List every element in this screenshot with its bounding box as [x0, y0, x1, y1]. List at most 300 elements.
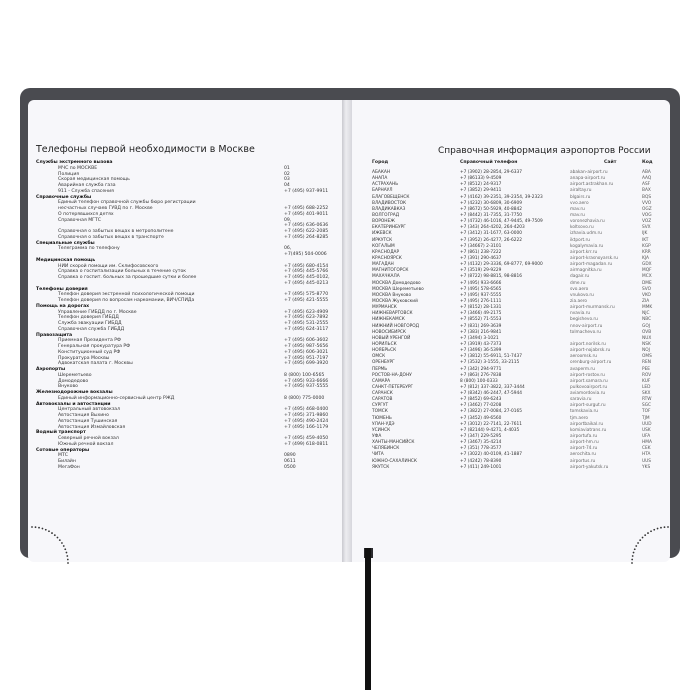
entry-phone: 8 (800) 775-0000 [284, 395, 325, 401]
entry-name: несчастных случаев ГУВД по г. Москве [58, 206, 153, 211]
airport-city: КОГАЛЫМ [372, 243, 395, 249]
airport-phone: +7 (343) 264-4202, 264-4203 [460, 225, 525, 231]
airport-site: aerochita.ru [570, 452, 597, 458]
entry-phone: 0890 [284, 453, 296, 459]
entry-phone: +7 (495) 937-5555 [284, 384, 329, 390]
airport-code: OGZ [642, 206, 652, 212]
arc-dot [64, 548, 66, 550]
airport-phone: +7 (82144) 9-4271, 4-4035 [460, 427, 520, 433]
airport-city: НОВЫЙ УРЕНГОЙ [372, 335, 411, 341]
airport-phone: +7 (8722) 98-8815, 98-8816 [460, 274, 522, 280]
airport-city: САРАНСК [372, 391, 393, 397]
airport-site: airport-rostov.ru [570, 372, 605, 378]
airport-site: airport.krr.ru [570, 249, 598, 255]
airport-phone: +7 (3022) 40-0109, 41-1887 [460, 452, 522, 458]
airport-code: KGP [642, 243, 651, 249]
entry-name: Билайн [58, 459, 76, 464]
airport-phone: +7 (8552) 71-5553 [460, 317, 502, 323]
entry-name: Аварийная служба газа [58, 183, 116, 188]
arc-dot [667, 526, 669, 528]
entry-name: Сотовые операторы [36, 447, 90, 453]
entry-phone: +7 (495) 623-4909 [284, 309, 329, 315]
airport-code: OVB [642, 329, 652, 335]
airport-city: САМАРА [372, 378, 391, 384]
airport-city: ХАНТЫ-МАНСИЙСК [372, 440, 415, 446]
entry-phone: 02 [284, 171, 290, 177]
airport-site: airmagnitka.ru [570, 268, 602, 274]
arc-dot [31, 526, 33, 528]
entry-phone: +7 (495) 575-8770 [284, 292, 329, 298]
entry-name: Телеграмма по телефону [58, 246, 120, 252]
airport-phone: +7 (4732) 46-1016, 47-9445, 49-7509 [460, 219, 543, 225]
entry-phone: +7 (495) 459-4050 [284, 436, 329, 441]
airport-phone: +7 (3952) 26-4277, 26-6222 [460, 237, 522, 243]
entry-phone: +7 (495) 445-0102, [284, 275, 330, 280]
airport-phone: +7 (3466) 49-2175 [460, 311, 502, 317]
airport-city: САНКТ-ПЕТЕРБУРГ [372, 384, 414, 390]
entry-name: Автостанция Выхино [58, 413, 109, 418]
entry-name: Скорая медицинская помощь [58, 177, 130, 183]
airport-city: ОРЕНБУРГ [372, 360, 395, 366]
airport-code: AAQ [642, 176, 652, 182]
airport-phone: +7 (411) 249-1001 [460, 464, 502, 470]
airport-code: VKO [642, 292, 651, 298]
airport-phone: +7 (34667) 2-3101 [460, 243, 502, 249]
arc-dot [664, 526, 666, 528]
entry-phone: 0611 [284, 459, 296, 464]
airport-code: VOZ [642, 219, 652, 225]
airport-city: АНАПА [372, 176, 388, 182]
airport-site: saravia.ru [570, 397, 592, 403]
airport-site: tolmachevo.ru [570, 329, 602, 335]
corner-dot-arc-right [612, 515, 672, 565]
entry-phone: 06, [284, 246, 292, 252]
airport-site: izhavia.udm.ru [570, 231, 603, 237]
entry-name: Внуково [58, 384, 78, 390]
airport-city: КРАСНОДАР [372, 249, 400, 255]
airport-phone: +7 (495) 937-5555 [460, 292, 502, 298]
airport-site: aviamordovia.ru [570, 391, 606, 397]
arc-dot [54, 534, 56, 536]
airport-city: ЧЕЛЯБИНСК [372, 446, 400, 452]
airport-site: zia.aero [570, 298, 588, 304]
airport-code: GOJ [642, 323, 650, 329]
airport-city: ОМСК [372, 354, 386, 360]
entry-phone: +7 (495) 468-0400 [284, 407, 329, 413]
airport-row [372, 465, 660, 471]
airport-city: УФА [372, 434, 382, 440]
entry-name: Справочная о забытых вещах в транспорте [58, 234, 164, 240]
entry-name: Железнодорожные вокзалы [36, 390, 113, 395]
arc-dot [631, 562, 633, 564]
entry-name: МТС [58, 453, 68, 459]
entry-name: Службы экстренного вызова [36, 160, 113, 165]
airport-code: ZIA [642, 298, 650, 304]
entry-phone: +7 (495) 937-9911 [284, 188, 329, 194]
entry-name: Автостанция Тушинская [58, 418, 118, 424]
arc-dot [657, 528, 659, 530]
airport-site: mav.ru [570, 212, 585, 218]
airport-phone: +7 (3412) 31-1677, 63-0000 [460, 231, 522, 237]
entry-name: Полиция [58, 171, 80, 177]
airport-code: MCX [642, 274, 652, 280]
header-code: Код [642, 160, 653, 165]
airport-site: airport.samara.ru [570, 378, 608, 384]
entry-name: Автовокзалы и автостанции [36, 401, 111, 407]
airport-phone: +7 (4132) 29-3336, 69-8777, 69-9000 [460, 262, 543, 268]
airport-city: УСИНСК [372, 427, 391, 433]
arc-dot [57, 537, 59, 539]
entry-name: Автостанция Измайловская [58, 424, 126, 430]
arc-dot [660, 527, 662, 529]
entry-name: 911 - Служба спасения [58, 188, 114, 194]
airport-city: КРАСНОЯРСК [372, 255, 402, 261]
airport-site: airport-murmansk.ru [570, 305, 615, 311]
airport-city: ИЖЕВСК [372, 231, 392, 237]
airport-city: ТОМСК [372, 409, 388, 415]
entry-name: Управление ГИБДД по г. Москве [58, 309, 137, 315]
header-site: Сайт [604, 160, 617, 165]
airport-city: МАГАДАН [372, 262, 394, 268]
arc-dot [42, 528, 44, 530]
airport-city: НИЖНЕКАМСК [372, 317, 405, 323]
arc-dot [38, 527, 40, 529]
airport-phone: +7 (351) 778-3577 [460, 446, 502, 452]
airport-site: tomskavia.ru [570, 409, 599, 415]
entry-phone: +7 (495) 622-2085 [284, 229, 329, 234]
entry-phone: +7 (495) 490-2424 [284, 418, 329, 424]
airport-phone: +7 (8452) 69-6243 [460, 397, 502, 403]
airport-phone: +7 (863) 276-7838 [460, 372, 502, 378]
arc-dot [66, 555, 68, 557]
entry-name: Помощь на дорогах [36, 303, 90, 309]
arc-dot [650, 530, 652, 532]
airport-code: OMS [642, 354, 652, 360]
entry-phone: +7 (495) 933-6666 [284, 378, 329, 384]
airport-code: SVX [642, 225, 651, 231]
airport-site: avaperm.ru [570, 366, 595, 372]
airport-site: nvavia.ru [570, 311, 591, 317]
entry-name: Правозащита [36, 332, 73, 338]
entry-phone: +7 (495) 688-2252 [284, 206, 329, 211]
airport-city: ВЛАДИВОСТОК [372, 200, 407, 206]
entry-name: Единый телефон справочной службы бюро регистрации [58, 200, 196, 206]
airport-phone: +7 (495) 276-1111 [460, 298, 502, 304]
entry-name: Справочная МГТС [58, 217, 101, 223]
airport-code: SKX [642, 391, 651, 397]
entry-name: Центральный автовокзал [58, 407, 121, 413]
airport-code: LED [642, 384, 651, 390]
entry-phone: +7 (495) 264-8285 [284, 234, 329, 240]
airport-site: airport-magadan.ru [570, 262, 613, 268]
entry-name: Шереметьево [58, 372, 92, 378]
airport-phone: +7 (3822) 27-0084, 27-0165 [460, 409, 522, 415]
airport-table [372, 170, 660, 471]
entry-phone: 04 [284, 183, 290, 188]
airport-phone: +7 (4232) 30-6809, 30-6909 [460, 200, 522, 206]
airport-site: airportus.ru [570, 458, 596, 464]
arc-dot [635, 545, 637, 547]
airport-site: tjm.aero [570, 415, 589, 421]
airport-code: IKT [642, 237, 649, 243]
left-page-title: Телефоны первой необходимости в Москве [36, 144, 255, 155]
airport-city: МОСКВА Домодедово [372, 280, 421, 286]
entry-phone: +7 (495) 421-5555 [284, 298, 329, 303]
airport-city: ЮЖНО-САХАЛИНСК [372, 458, 417, 464]
airport-code: GDX [642, 262, 652, 268]
entry-name: Генеральная прокуратура РФ [58, 344, 131, 349]
airport-site: svo.aero [570, 286, 589, 292]
airport-city: ЯКУТСК [372, 464, 390, 470]
airport-code: SVO [642, 286, 651, 292]
entry-name: О потерявшихся детях [58, 211, 114, 217]
airport-site: abakan-airport.ru [570, 170, 608, 175]
entry-phone: +7 (495) 445-5766 [284, 269, 329, 275]
airport-code: NUX [642, 335, 652, 341]
moscow-phone-list [36, 160, 336, 471]
airport-code: IJK [642, 231, 648, 237]
entry-phone: +7 (495) 623-7892 [284, 315, 329, 321]
airport-phone: +7 (831) 269-3639 [460, 323, 502, 329]
airport-code: BAX [642, 188, 651, 194]
arc-dot [61, 542, 63, 544]
airport-phone: +7 (86133) 9-4509 [460, 176, 502, 182]
airport-city: ТЮМЕНЬ [372, 415, 392, 421]
airport-site: pulkovoairport.ru [570, 384, 608, 390]
entry-name: Северный речной вокзал [58, 436, 119, 441]
airport-phone: +7 (3462) 77-0208 [460, 403, 502, 409]
arc-dot [653, 529, 655, 531]
arc-dot [642, 537, 644, 539]
airport-city: ВЛАДИКАВКАЗ [372, 206, 406, 212]
airport-phone: +7 (3496) 36-5399 [460, 348, 502, 354]
entry-phone: 8 (800) 100-6565 [284, 372, 325, 378]
airport-phone: +7 (3012) 22-7141, 22-7611 [460, 421, 522, 427]
entry-phone: +7 (495) 699-3920 [284, 361, 329, 367]
airport-code: UUS [642, 458, 652, 464]
airport-phone: 8 (800) 100-0333 [460, 378, 498, 384]
entry-phone: 03 [284, 177, 290, 183]
arc-dot [51, 532, 53, 534]
entry-phone: +7 (495) 371-9860 [284, 413, 329, 418]
entry-name: Южный речной вокзал [58, 441, 114, 447]
airport-code: VOG [642, 212, 652, 218]
entry-phone: +7 (495) 445-0213 [284, 280, 329, 286]
airport-site: airport-hm.ru [570, 440, 599, 446]
airport-code: MMK [642, 305, 653, 311]
entry-name: МЧС по МОСКВЕ [58, 165, 98, 171]
airport-city: МАГНИТОГОРСК [372, 268, 409, 274]
airport-code: YKS [642, 464, 651, 470]
airport-city: НОВОСИБИРСК [372, 329, 406, 335]
entry-name: Служба эвакуации ГИБДД [58, 321, 122, 326]
arc-dot [634, 548, 636, 550]
arc-dot [45, 529, 47, 531]
airport-phone: +7 (495) 933-6666 [460, 280, 502, 286]
airport-phone: +7 (8152) 28-1331 [460, 305, 502, 311]
arc-dot [66, 552, 68, 554]
airport-city: МУРМАНСК [372, 305, 397, 311]
airport-site: komiaviatrans.ru [570, 427, 607, 433]
arc-dot [647, 532, 649, 534]
airport-phone: +7 (347) 229-5295 [460, 434, 502, 440]
phone-entry [36, 465, 336, 471]
airport-phone: +7 (495) 578-6565 [460, 286, 502, 292]
airport-code: NJC [642, 311, 650, 317]
airport-city: НИЖНЕВАРТОВСК [372, 311, 413, 317]
airport-city: НОЯБРЬСК [372, 348, 397, 354]
right-page-title: Справочная информация аэропортов России [438, 146, 651, 156]
airport-city: ЧИТА [372, 452, 384, 458]
airport-code: SGC [642, 403, 652, 409]
entry-phone: +7 (495) 401-9011 [284, 211, 329, 217]
airport-city: МОСКВА Шереметьево [372, 286, 424, 292]
airport-site: aeroomsk.ru [570, 354, 597, 360]
airport-phone: +7 (3532) 3-1555, 33-2115 [460, 360, 520, 366]
arc-dot [633, 552, 635, 554]
airport-site: kogalymavia.ru [570, 243, 604, 249]
airport-phone: +7 (3919) 43-7373 [460, 341, 502, 347]
entry-phone: 09, [284, 217, 292, 223]
airport-site: mav.ru [570, 206, 585, 212]
airport-site: koltsovo.ru [570, 225, 594, 231]
airport-site: airport-74.ru [570, 446, 598, 452]
airport-phone: +7 (8442) 31-7355, 31-7750 [460, 212, 522, 218]
airport-code: RTW [642, 397, 652, 403]
airport-site: airportufa.ru [570, 434, 598, 440]
entry-phone: +7 (495) 606-3602 [284, 338, 329, 344]
entry-phone: +7 (495) 606-3021 [284, 349, 329, 355]
entry-phone: +7 (495) 680-4154 [284, 263, 329, 269]
entry-phone: +7 (499) 618-0811 [284, 441, 329, 447]
airport-site: airport.norilsk.ru [570, 341, 606, 347]
airport-site: voronezhavia.ru [570, 219, 605, 225]
airport-site: airport-yakutsk.ru [570, 464, 609, 470]
airport-site: airport-krasnoyarsk.ru [570, 255, 618, 261]
entry-name: Домодедово [58, 378, 89, 384]
airport-city: АСТРАХАНЬ [372, 182, 399, 188]
arc-dot [632, 555, 634, 557]
airport-code: KRR [642, 249, 651, 255]
airport-site: airaltay.ru [570, 188, 592, 194]
airport-code: BQS [642, 194, 652, 200]
header-phone: Справочный телефон [460, 160, 518, 165]
header-city: Город [372, 160, 389, 165]
entry-name: Справочная служба ГИБДД [58, 326, 125, 332]
airport-code: TJM [642, 415, 650, 421]
entry-phone: +7(495) 504-0006 [284, 252, 327, 257]
airport-city: НОРИЛЬСК [372, 341, 397, 347]
entry-name: Телефон доверия по вопросам наркомании, ВИЧ/СПИДа [58, 298, 195, 303]
entry-name: Справочная о забытых вещах в метрополитене [58, 229, 174, 234]
entry-name: Аэропорты [36, 367, 66, 372]
airport-code: UUD [642, 421, 652, 427]
airport-city: РОСТОВ-НА-ДОНУ [372, 372, 412, 378]
airport-city: САРАТОВ [372, 397, 393, 403]
entry-name: Водный транспорт [36, 430, 86, 436]
entry-name: Справка о госпитализации больных в течение суток [58, 269, 187, 275]
airport-phone: +7 (342) 294-9771 [460, 366, 502, 372]
airport-site: vnukovo.ru [570, 292, 594, 298]
entry-phone: +7 (495) 531-2555 [284, 321, 329, 326]
entry-name: НИИ скорой помощи им. Склифосовского [58, 263, 159, 269]
entry-name: Телефон доверия экстренной психологической помощи [58, 292, 195, 298]
airport-city: НИЖНИЙ НОВГОРОД [372, 323, 419, 329]
airport-site: dagair.ru [570, 274, 590, 280]
airport-code: KJA [642, 255, 649, 261]
airport-city: УЛАН-УДЭ [372, 421, 395, 427]
airport-phone: +7 (3467) 35-4214 [460, 440, 502, 446]
entry-name: Адвокатская палата г. Москвы [58, 361, 133, 367]
notebook-spine [342, 100, 352, 562]
arc-dot [48, 530, 50, 532]
airport-site: airport-surgut.ru [570, 403, 606, 409]
airport-table-header [372, 160, 660, 167]
entry-name: МегаФон [58, 464, 80, 470]
entry-name: Медицинская помощь [36, 257, 96, 263]
entry-phone: +7 (495) 624-3117 [284, 326, 329, 332]
airport-code: ABA [642, 170, 651, 175]
airport-code: REN [642, 360, 651, 366]
airport-code: HTA [642, 452, 651, 458]
airport-city: СУРГУТ [372, 403, 389, 409]
entry-name: Специальные службы [36, 240, 95, 246]
airport-city: ПЕРМЬ [372, 366, 388, 372]
airport-code: NSK [642, 341, 651, 347]
airport-phone: +7 (3852) 29-9411 [460, 188, 502, 194]
arc-dot [631, 559, 633, 561]
entry-name: Телефоны доверия [36, 286, 88, 292]
airport-code: ASF [642, 182, 651, 188]
arc-dot [59, 539, 61, 541]
airport-site: nnov-airport.ru [570, 323, 603, 329]
airport-site: begishevo.ru [570, 317, 598, 323]
entry-phone: +7 (495) 951-7197 [284, 355, 329, 361]
airport-city: БЛАГОВЕЩЕНСК [372, 194, 410, 200]
entry-name: Справка о госпит. больных за прошедшие сутки и более [58, 275, 197, 280]
airport-site: blgairs.ru [570, 194, 591, 200]
arc-dot [67, 562, 69, 564]
airport-code: PEE [642, 366, 651, 372]
entry-phone: +7 (495) 987-5656 [284, 344, 329, 349]
airport-city: МАХАЧКАЛА [372, 274, 400, 280]
airport-phone: +7 (3452) 49-6560 [460, 415, 502, 421]
airport-city: ВОРОНЕЖ [372, 219, 395, 225]
airport-code: MQF [642, 268, 652, 274]
airport-city: БАРНАУЛ [372, 188, 393, 194]
entry-name: Приемная Президента РФ [58, 338, 121, 344]
airport-code: TOF [642, 409, 651, 415]
airport-phone: +7 (3902) 28-2854, 29-6337 [460, 170, 522, 175]
airport-code: NOJ [642, 348, 650, 354]
entry-name: Телефон доверия ГИБДД [58, 315, 119, 321]
entry-name: Единый информационно-сервисный центр РЖД [58, 395, 175, 401]
airport-code: CEK [642, 446, 651, 452]
airport-phone: +7 (4162) 39-2351, 39-2354, 39-2323 [460, 194, 543, 200]
airport-code: UFA [642, 434, 651, 440]
arc-dot [67, 559, 69, 561]
entry-phone: 01 [284, 165, 290, 171]
entry-name: Прокуратура Москвы [58, 355, 110, 361]
entry-phone: +7 (495) 636-0636 [284, 223, 329, 229]
entry-phone: +7 (495) 166-1179 [284, 424, 329, 430]
airport-code: VVO [642, 200, 652, 206]
airport-code: NBC [642, 317, 652, 323]
airport-city: АБАКАН [372, 170, 391, 175]
airport-phone: +7 (4242) 78-8390 [460, 458, 502, 464]
airport-phone: +7 (8512) 24-9317 [460, 182, 502, 188]
airport-city: МОСКВА Внуково [372, 292, 412, 298]
